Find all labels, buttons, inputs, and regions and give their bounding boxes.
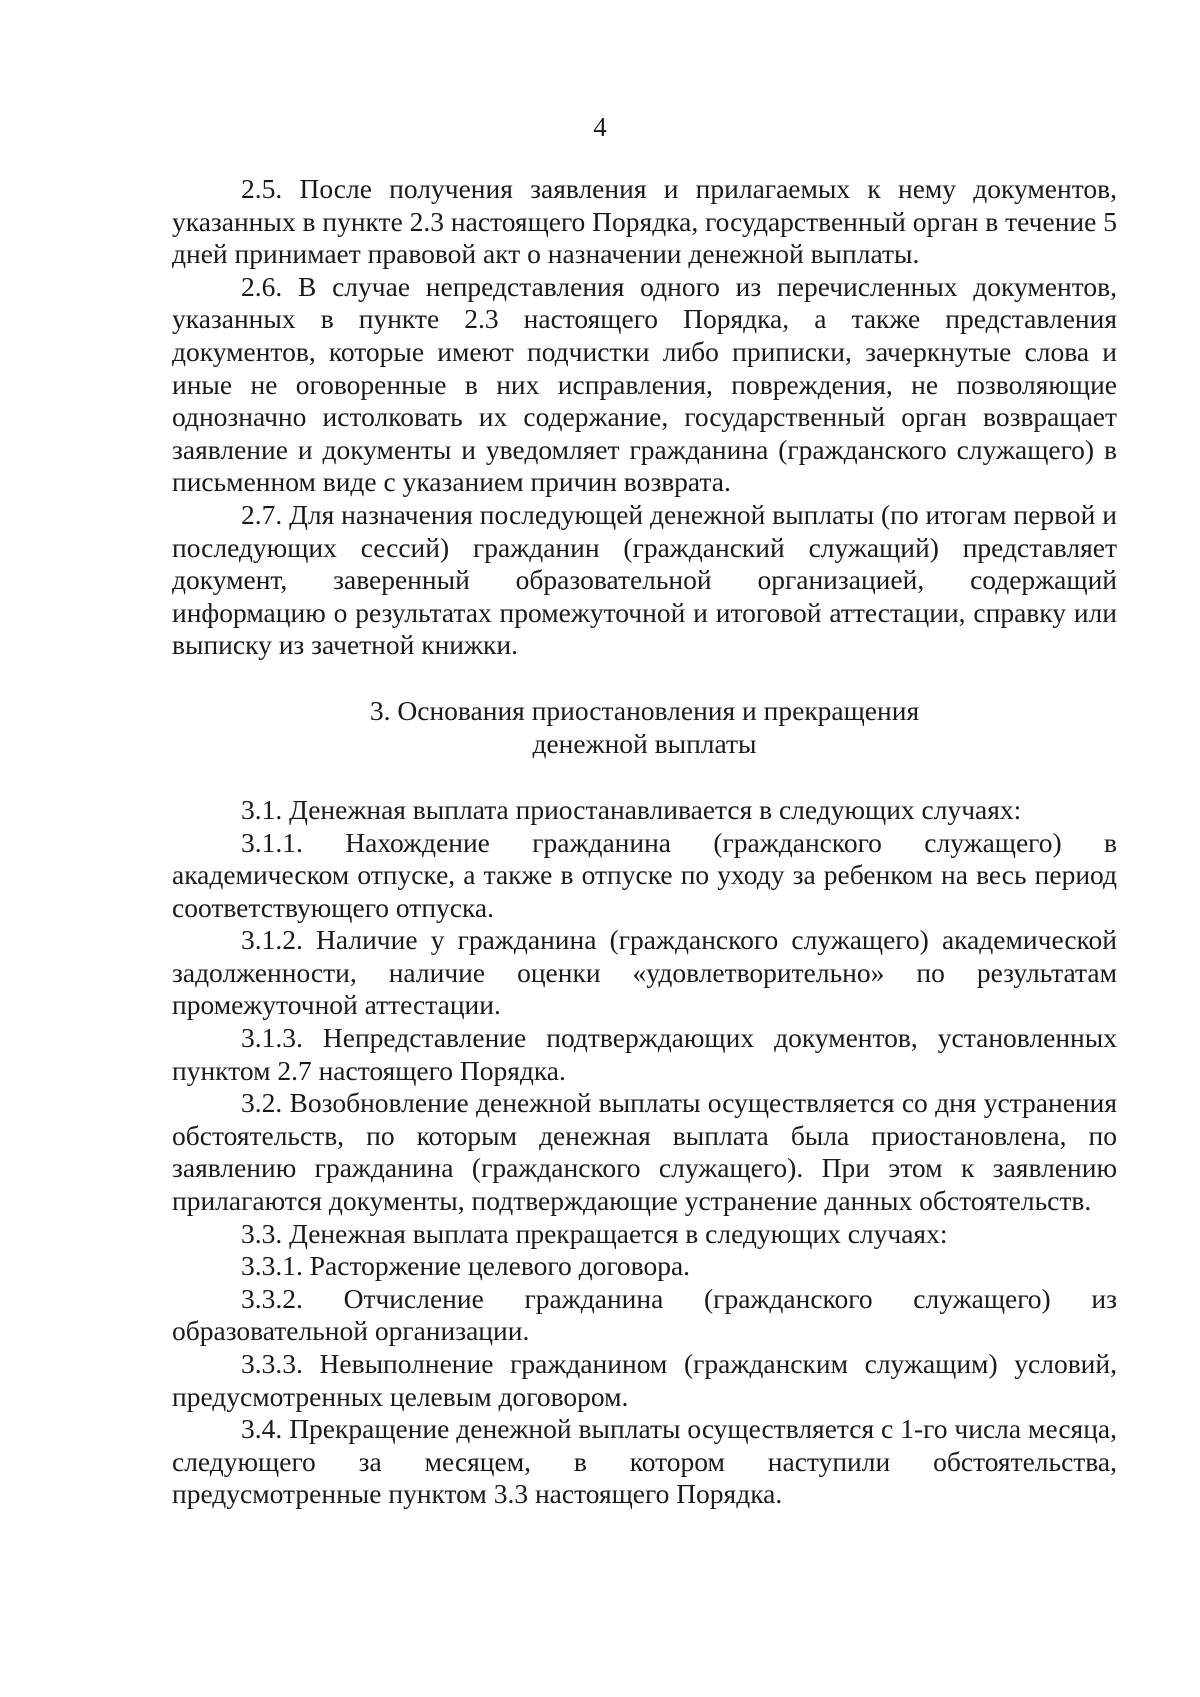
paragraph-3-3-1: 3.3.1. Расторжение целевого договора. <box>241 1250 691 1282</box>
paragraph-3-3-2: 3.3.2. Отчисление гражданина (гражданского служащего) из образовательной организации. <box>172 1282 1117 1347</box>
paragraph-3-2: 3.2. Возобновление денежной выплаты осуществляется со дня устранения обстоятельств, по которым денежная выплата была приостановлена, по заявлению гражданина (гражданского служащего). При этом к заявлению прилагаются документы, подтверждающие устранение данных обстоятельств. <box>172 1087 1117 1217</box>
paragraph-2-6: 2.6. В случае непредставления одного из перечисленных документов, указанных в пункте 2.3 настоящего Порядка, а также представления документов, которые имеют подчистки либо приписки, зачеркнутые слова и иные не оговоренные в них исправления, повреждения, не позволяющие однозначно истолковать их содержание, государственный орган возвращает заявление и документы и уведомляет гражданина (гражданского служащего) в письменном виде с указанием причин возврата. <box>172 270 1117 498</box>
page-number: 4 <box>593 112 607 142</box>
paragraph-3-3-3: 3.3.3. Невыполнение гражданином (гражданским служащим) условий, предусмотренных целевым договором. <box>172 1348 1117 1412</box>
section-heading-line-2: денежной выплаты <box>532 727 757 759</box>
paragraph-2-7: 2.7. Для назначения последующей денежной выплаты (по итогам первой и последующих сессий) гражданин (гражданский служащий) представляет документ, заверенный образовательной организацией, содержащий информацию о результатах промежуточной и итоговой аттестации, справку или выписку из зачетной книжки. <box>172 498 1117 661</box>
document-body <box>172 173 1117 1511</box>
paragraph-3-1-2: 3.1.2. Наличие у гражданина (гражданского служащего) академической задолженности, наличие оценки «удовлетворительно» по результатам промежуточной аттестации. <box>172 924 1117 1021</box>
paragraph-3-1-3: 3.1.3. Непредставление подтверждающих документов, установленных пунктом 2.7 настоящего Порядка. <box>172 1022 1117 1086</box>
paragraph-3-3: 3.3. Денежная выплата прекращается в следующих случаях: <box>241 1217 948 1249</box>
section-heading-line-1: 3. Основания приостановления и прекращения <box>369 694 920 726</box>
paragraph-3-4: 3.4. Прекращение денежной выплаты осуществляется с 1-го числа месяца, следующего за месяцем, в котором наступили обстоятельства, предусмотренные пунктом 3.3 настоящего Порядка. <box>172 1413 1117 1510</box>
paragraph-2-5: 2.5. После получения заявления и прилагаемых к нему документов, указанных в пункте 2.3 настоящего Порядка, государственный орган в течение 5 дней принимает правовой акт о назначении денежной выплаты. <box>172 173 1117 270</box>
paragraph-3-1: 3.1. Денежная выплата приостанавливается в следующих случаях: <box>241 793 1022 825</box>
section-3-heading <box>172 694 1117 760</box>
paragraph-3-1-1: 3.1.1. Нахождение гражданина (гражданского служащего) в академическом отпуске, а также в отпуске по уходу за ребенком на весь период соответствующего отпуска. <box>172 826 1117 923</box>
